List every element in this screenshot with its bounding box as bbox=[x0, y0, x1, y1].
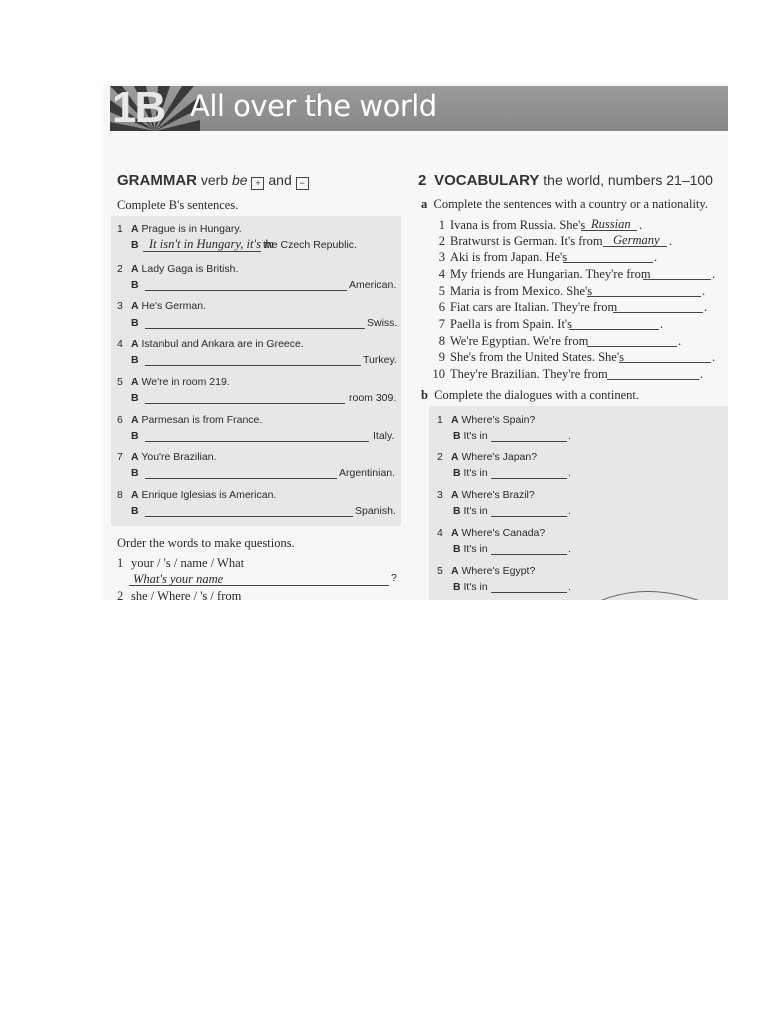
dialogue-1-b: B It's in bbox=[453, 430, 488, 442]
grammar-item-6-a: 6 A Parmesan is from France. bbox=[117, 414, 263, 426]
vocab-item-4: 4 My friends are Hungarian. They're from bbox=[438, 267, 651, 281]
grammar-item-6-end: Italy. bbox=[373, 430, 395, 442]
grammar-item-2-b-label: B bbox=[131, 279, 139, 291]
vocab-item-2-end: . bbox=[669, 234, 673, 248]
vocab-item-10: 10 They're Brazilian. They're from bbox=[432, 367, 608, 381]
grammar-order-instruction: Order the words to make questions. bbox=[117, 536, 295, 550]
vocab-item-1-answer: Russian bbox=[591, 217, 631, 231]
grammar-item-1-a: 1 A Prague is in Hungary. bbox=[117, 223, 242, 235]
vocab-item-7-answer-line[interactable] bbox=[569, 329, 659, 330]
grammar-item-8-answer-line[interactable] bbox=[145, 516, 353, 517]
decorative-arc-icon bbox=[583, 584, 723, 600]
unit-banner bbox=[110, 86, 728, 131]
positive-box-icon: + bbox=[251, 177, 264, 190]
question-1-answer-line[interactable] bbox=[129, 585, 389, 586]
negative-box-icon: − bbox=[296, 177, 309, 190]
grammar-item-3-b-label: B bbox=[131, 317, 139, 329]
unit-code: 1B bbox=[112, 86, 165, 131]
grammar-item-8-a: 8 A Enrique Iglesias is American. bbox=[117, 489, 277, 501]
dialogue-4-end: . bbox=[568, 543, 571, 555]
vocab-item-9-answer-line[interactable] bbox=[619, 362, 711, 363]
dialogue-5-a: 5 A Where's Egypt? bbox=[437, 565, 536, 577]
dialogue-1-end: . bbox=[568, 430, 571, 442]
dialogue-2-end: . bbox=[568, 467, 571, 479]
vocab-item-1: 1 Ivana is from Russia. She's bbox=[438, 218, 586, 232]
grammar-heading: GRAMMAR verb be + and − bbox=[117, 172, 309, 190]
dialogue-5-b: B It's in bbox=[453, 581, 488, 593]
vocab-item-4-answer-line[interactable] bbox=[643, 279, 711, 280]
question-1-words: 1 your / 's / name / What bbox=[117, 556, 245, 570]
grammar-item-2-answer-line[interactable] bbox=[145, 290, 347, 291]
grammar-item-7-end: Argentinian. bbox=[339, 467, 396, 479]
vocab-item-7: 7 Paella is from Spain. It's bbox=[438, 317, 573, 331]
question-1-end: ? bbox=[391, 572, 397, 584]
vocab-item-9: 9 She's from the United States. She's bbox=[438, 350, 624, 364]
dialogue-1-a: 1 A Where's Spain? bbox=[437, 414, 536, 426]
vocab-item-1-end: . bbox=[639, 218, 643, 232]
grammar-item-4-answer-line[interactable] bbox=[145, 365, 361, 366]
vocab-item-6-answer-line[interactable] bbox=[613, 312, 703, 313]
dialogue-5-answer-line[interactable] bbox=[491, 592, 567, 593]
grammar-item-2-a: 2 A Lady Gaga is British. bbox=[117, 263, 239, 275]
vocab-item-8-end: . bbox=[678, 334, 682, 348]
dialogue-3-a: 3 A Where's Brazil? bbox=[437, 489, 535, 501]
vocabulary-a-instruction: a Complete the sentences with a country or a nationality. bbox=[421, 197, 708, 211]
grammar-item-3-end: Swiss. bbox=[367, 317, 398, 329]
dialogue-3-b: B It's in bbox=[453, 505, 488, 517]
vocab-item-4-end: . bbox=[712, 267, 716, 281]
vocab-item-3-end: . bbox=[654, 250, 658, 264]
grammar-item-6-b-label: B bbox=[131, 430, 139, 442]
vocab-item-5: 5 Maria is from Mexico. She's bbox=[438, 284, 593, 298]
grammar-item-3-answer-line[interactable] bbox=[145, 328, 365, 329]
vocab-item-2-answer: Germany bbox=[613, 233, 660, 247]
grammar-item-4-b-label: B bbox=[131, 354, 139, 366]
grammar-item-1-end: the Czech Republic. bbox=[263, 239, 357, 251]
worksheet-scan bbox=[103, 84, 728, 600]
vocab-item-5-answer-line[interactable] bbox=[587, 296, 701, 297]
grammar-item-2-end: American. bbox=[349, 279, 397, 291]
vocabulary-heading: 2 VOCABULARY the world, numbers 21–100 bbox=[418, 172, 713, 189]
grammar-item-7-answer-line[interactable] bbox=[145, 478, 337, 479]
vocab-item-9-end: . bbox=[712, 350, 716, 364]
vocab-item-3: 3 Aki is from Japan. He's bbox=[438, 250, 568, 264]
dialogue-3-answer-line[interactable] bbox=[491, 516, 567, 517]
dialogue-4-a: 4 A Where's Canada? bbox=[437, 527, 546, 539]
dialogue-2-b: B It's in bbox=[453, 467, 488, 479]
grammar-item-1-answer-line[interactable] bbox=[143, 251, 261, 252]
dialogue-3-end: . bbox=[568, 505, 571, 517]
grammar-item-5-a: 5 A We're in room 219. bbox=[117, 376, 230, 388]
grammar-item-5-b-label: B bbox=[131, 392, 139, 404]
vocab-item-2-answer-line[interactable] bbox=[603, 246, 667, 247]
dialogue-4-answer-line[interactable] bbox=[491, 554, 567, 555]
vocab-item-6-end: . bbox=[704, 300, 708, 314]
vocab-item-6: 6 Fiat cars are Italian. They're from bbox=[438, 300, 618, 314]
grammar-item-4-a: 4 A Istanbul and Ankara are in Greece. bbox=[117, 338, 304, 350]
question-2-words: 2 she / Where / 's / from bbox=[117, 589, 242, 600]
grammar-item-3-a: 3 A He's German. bbox=[117, 300, 206, 312]
vocab-item-7-end: . bbox=[660, 317, 664, 331]
unit-title: All over the world bbox=[190, 89, 437, 123]
grammar-item-5-end: room 309. bbox=[349, 392, 397, 404]
grammar-item-1-answer: It isn't in Hungary, it's in bbox=[149, 237, 274, 251]
vocab-item-8: 8 We're Egyptian. We're from bbox=[438, 334, 589, 348]
dialogue-5-end: . bbox=[568, 581, 571, 593]
grammar-item-6-answer-line[interactable] bbox=[145, 441, 369, 442]
vocab-item-3-answer-line[interactable] bbox=[563, 262, 653, 263]
dialogue-2-a: 2 A Where's Japan? bbox=[437, 451, 538, 463]
vocab-item-5-end: . bbox=[702, 284, 706, 298]
vocabulary-b-instruction: b Complete the dialogues with a continent. bbox=[421, 388, 640, 402]
dialogue-1-answer-line[interactable] bbox=[491, 441, 567, 442]
vocab-item-10-end: . bbox=[700, 367, 704, 381]
grammar-instruction: Complete B's sentences. bbox=[117, 198, 239, 212]
dialogue-2-answer-line[interactable] bbox=[491, 478, 567, 479]
grammar-item-7-b-label: B bbox=[131, 467, 139, 479]
vocab-item-1-answer-line[interactable] bbox=[581, 230, 637, 231]
grammar-item-8-end: Spanish. bbox=[355, 505, 396, 517]
grammar-item-7-a: 7 A You're Brazilian. bbox=[117, 451, 217, 463]
vocab-item-8-answer-line[interactable] bbox=[587, 346, 677, 347]
grammar-item-1-b-label: B bbox=[131, 239, 139, 251]
vocab-item-10-answer-line[interactable] bbox=[607, 379, 699, 380]
grammar-item-8-b-label: B bbox=[131, 505, 139, 517]
grammar-item-4-end: Turkey. bbox=[363, 354, 397, 366]
dialogue-4-b: B It's in bbox=[453, 543, 488, 555]
vocab-item-2: 2 Bratwurst is German. It's from bbox=[438, 234, 603, 248]
grammar-item-5-answer-line[interactable] bbox=[145, 403, 345, 404]
question-1-answer: What's your name bbox=[133, 572, 224, 586]
